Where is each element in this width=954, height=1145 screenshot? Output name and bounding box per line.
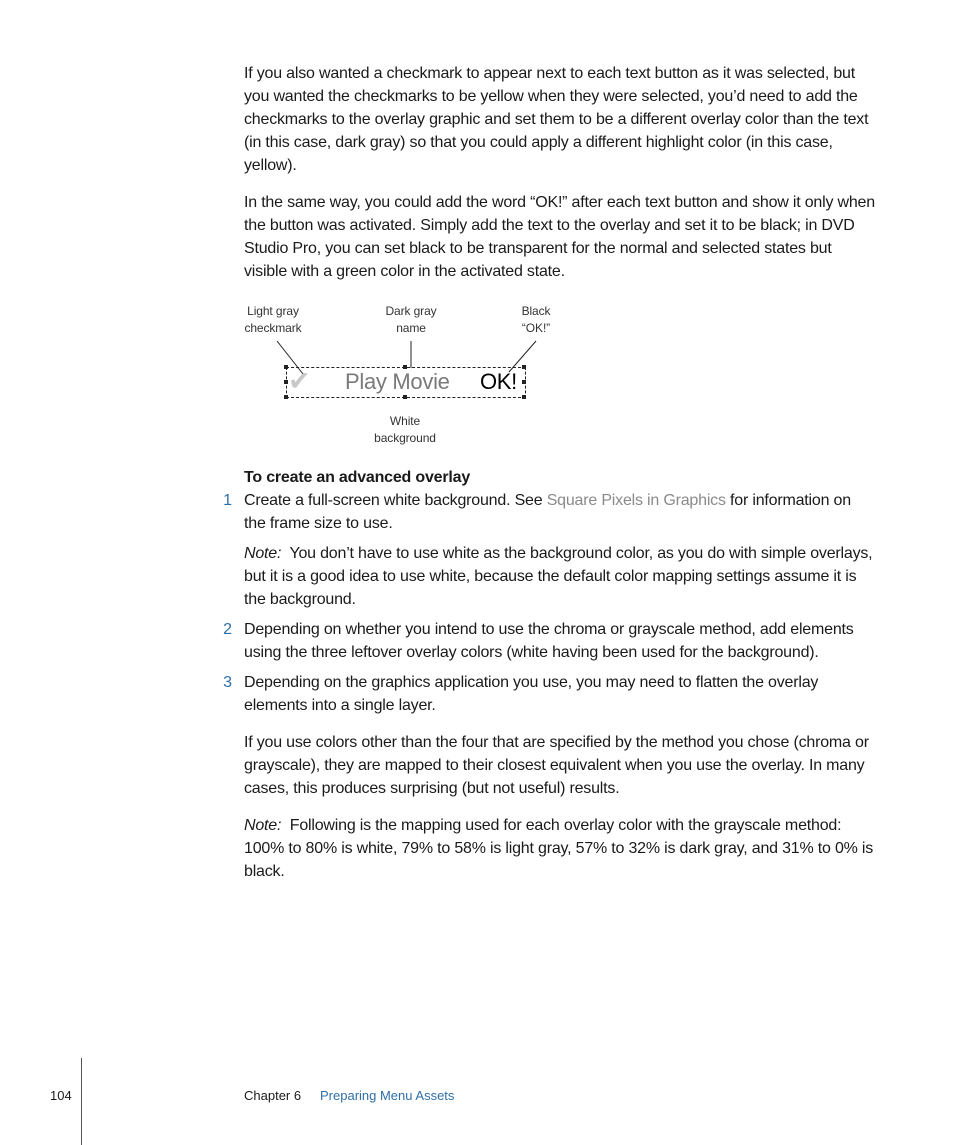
paragraph-color-mapping: If you use colors other than the four that are specified by the method you chose (chroma or grayscale), they are mapped to their closest equivalent when you use the overlay. In many cases, this produces surprising (but not useful) results. [244,734,869,797]
step-1-text: Create a full-screen white background. See Square Pixels in Graphics for information on the frame size to use. [244,492,851,532]
callout-white-background: White background [374,414,436,445]
step-number: 2 [223,621,232,638]
step-number: 1 [223,492,232,509]
ok-text: OK! [480,369,517,394]
step-3-text: Depending on the graphics application you use, you may need to flatten the overlay elements into a single layer. [244,674,819,714]
note-background-color: Note: You don’t have to use white as the background color, as you do with simple overlays, but it is a good idea to use white, because the default color mapping settings assume it is the background. [244,545,877,608]
footer-chapter-title[interactable]: Preparing Menu Assets [320,1088,455,1103]
callout-black-ok: Black “OK!” [521,304,551,335]
footer-chapter: Chapter 6 [244,1088,302,1103]
step-number: 3 [223,674,232,691]
step-2-text: Depending on whether you intend to use the chroma or grayscale method, add elements using the three leftover overlay colors (white having been used for the background). [244,621,854,661]
procedure-heading: To create an advanced overlay [244,469,471,486]
footer-divider [81,1058,82,1145]
note-grayscale-mapping: Note: Following is the mapping used for each overlay color with the grayscale method: 100% to 80% is white, 79% to 58% is light gray, 57% to 32% is dark gray, and 31% to 0% is black. [244,817,878,880]
page-number: 104 [50,1088,72,1103]
paragraph-ok-explanation: In the same way, you could add the word “OK!” after each text button and show it only when the button was activated. Simply add the text to the overlay and set it to be black; in DVD Studio Pro, you can set black to be transparent for the normal and selected states but visible with a green color in the activated state. [244,194,875,280]
square-pixels-link[interactable]: Square Pixels in Graphics [546,492,726,509]
callout-light-gray-checkmark: Light gray checkmark [244,304,302,335]
button-name-text: Play Movie [345,369,450,394]
callout-dark-gray-name: Dark gray name [385,304,437,335]
leader-line-ok [509,341,536,372]
leader-line-checkmark [277,341,303,374]
paragraph-checkmark-explanation: If you also wanted a checkmark to appear next to each text button as it was selected, but you wanted the checkmarks to be yellow when they were selected, you’d need to add the checkmarks to the overlay graphic and set them to be a different overlay color than the text (in this case, dark gray) so that you could apply a different highlight color (in this case, yellow). [244,65,869,174]
checkmark-icon: ✔ [288,366,311,397]
